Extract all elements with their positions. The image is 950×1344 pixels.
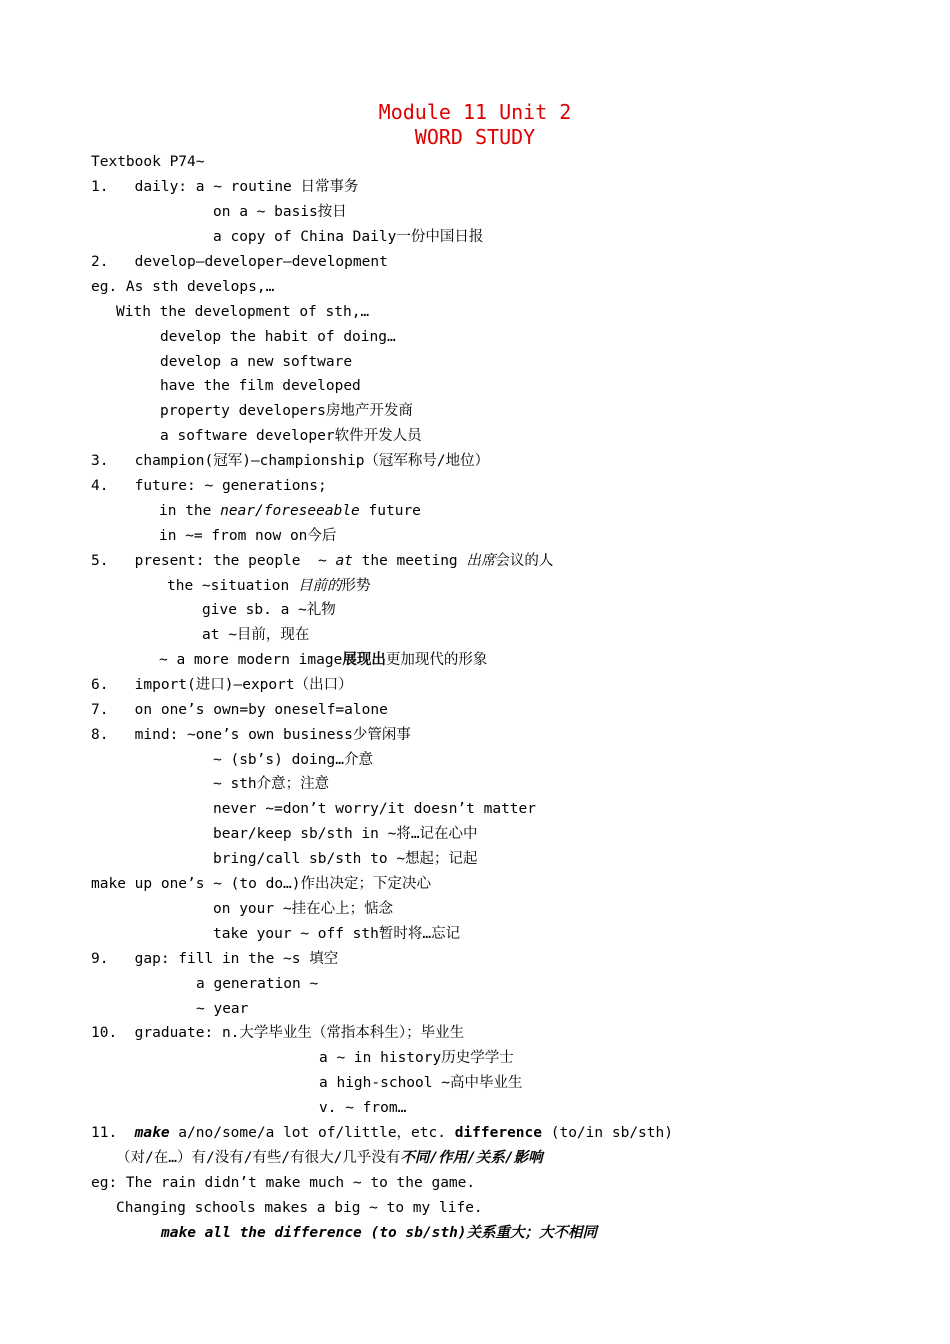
entry-6-line: 6. import(进口)—export（出口） bbox=[91, 677, 353, 693]
bold-italic-text: make bbox=[134, 1125, 170, 1141]
entry-5-line: at ~目前，现在 bbox=[202, 627, 310, 643]
entry-5-line bbox=[167, 576, 370, 596]
text-span: the meeting bbox=[352, 553, 467, 569]
italic-text: near/foreseeable bbox=[220, 503, 360, 519]
text-span: a/no/some/a lot of/little，etc. bbox=[169, 1125, 455, 1141]
entry-2-line: a software developer软件开发人员 bbox=[160, 428, 422, 444]
entry-2-line: With the development of sth,… bbox=[116, 304, 370, 320]
entry-4-line: in ~= from now on今后 bbox=[159, 528, 337, 544]
entry-1-line: 1. daily: a ~ routine 日常事务 bbox=[91, 179, 359, 195]
entry-1-line: a copy of China Daily一份中国日报 bbox=[213, 229, 484, 245]
italic-text: at bbox=[335, 553, 353, 569]
text-span: 更加现代的形象 bbox=[385, 652, 488, 668]
italic-text: 目前的 bbox=[297, 578, 342, 594]
entry-8-line: ~ (sb’s) doing…介意 bbox=[213, 752, 373, 768]
bold-text: difference bbox=[454, 1125, 543, 1141]
entry-4-line: 4. future: ~ generations; bbox=[91, 478, 327, 494]
text-span: ~ a more modern image bbox=[159, 652, 343, 668]
entry-8-line: take your ~ off sth暂时将…忘记 bbox=[213, 926, 461, 942]
entry-5-line bbox=[91, 551, 553, 571]
entry-11-line: make all the difference (to sb/sth)关系重大；大不相同 bbox=[161, 1225, 598, 1241]
title-line-2: WORD STUDY bbox=[414, 125, 536, 149]
entry-11-line: eg: The rain didn’t make much ~ to the game. bbox=[91, 1175, 476, 1191]
text-span: 会议的人 bbox=[495, 553, 554, 569]
entry-10-line: a high-school ~高中毕业生 bbox=[319, 1075, 523, 1091]
entry-8-line: bear/keep sb/sth in ~将…记在心中 bbox=[213, 826, 478, 842]
entry-7-line: 7. on one’s own=by oneself=alone bbox=[91, 702, 388, 718]
bold-italic-text: 不同/作用/关系/影响 bbox=[400, 1150, 543, 1166]
text-span: （对/在…）有/没有/有些/有很大/几乎没有 bbox=[116, 1150, 401, 1166]
entry-8-line: make up one’s ~ (to do…)作出决定；下定决心 bbox=[91, 876, 432, 892]
entry-3-line: 3. champion(冠军)—championship（冠军称号/地位） bbox=[91, 453, 490, 469]
entry-9-line: a generation ~ bbox=[196, 976, 319, 992]
text-span: the ~situation bbox=[167, 578, 298, 594]
bold-text: 展现出 bbox=[342, 652, 386, 668]
intro-line: Textbook P74~ bbox=[91, 154, 205, 170]
text-span: 形势 bbox=[341, 578, 371, 594]
entry-8-line: never ~=don’t worry/it doesn’t matter bbox=[213, 801, 537, 817]
text-span: 5. present: the people ~ bbox=[91, 553, 336, 569]
entry-4-line bbox=[159, 501, 421, 521]
entry-5-line bbox=[159, 650, 487, 670]
text-span: in the bbox=[159, 503, 221, 519]
entry-11-line: Changing schools makes a big ~ to my life. bbox=[116, 1200, 483, 1216]
entry-2-line: 2. develop—developer—development bbox=[91, 254, 388, 270]
italic-text: 出席 bbox=[466, 553, 496, 569]
text-span: future bbox=[359, 503, 421, 519]
entry-2-line: eg. As sth develops,… bbox=[91, 279, 275, 295]
entry-8-line: bring/call sb/sth to ~想起；记起 bbox=[213, 851, 478, 867]
entry-10-line: a ~ in history历史学学士 bbox=[319, 1050, 514, 1066]
entry-9-line: ~ year bbox=[196, 1001, 249, 1017]
entry-1-line: on a ~ basis按日 bbox=[213, 204, 347, 220]
entry-8-line: 8. mind: ~one’s own business少管闲事 bbox=[91, 727, 411, 743]
entry-2-line: develop a new software bbox=[160, 354, 353, 370]
entry-8-line: ~ sth介意；注意 bbox=[213, 776, 330, 792]
entry-2-line: have the film developed bbox=[160, 378, 361, 394]
entry-10-line: v. ~ from… bbox=[319, 1100, 407, 1116]
title-line-1: Module 11 Unit 2 bbox=[378, 100, 572, 124]
entry-2-line: develop the habit of doing… bbox=[160, 329, 396, 345]
entry-10-line: 10. graduate: n.大学毕业生（常指本科生）；毕业生 bbox=[91, 1025, 465, 1041]
entry-11-line bbox=[91, 1123, 673, 1143]
entry-8-line: on your ~挂在心上；惦念 bbox=[213, 901, 394, 917]
entry-9-line: 9. gap: fill in the ~s 填空 bbox=[91, 951, 339, 967]
entry-5-line: give sb. a ~礼物 bbox=[202, 602, 336, 618]
text-span: 11. bbox=[91, 1125, 135, 1141]
text-span: (to/in sb/sth) bbox=[542, 1125, 673, 1141]
entry-11-line bbox=[116, 1148, 543, 1168]
entry-2-line: property developers房地产开发商 bbox=[160, 403, 413, 419]
